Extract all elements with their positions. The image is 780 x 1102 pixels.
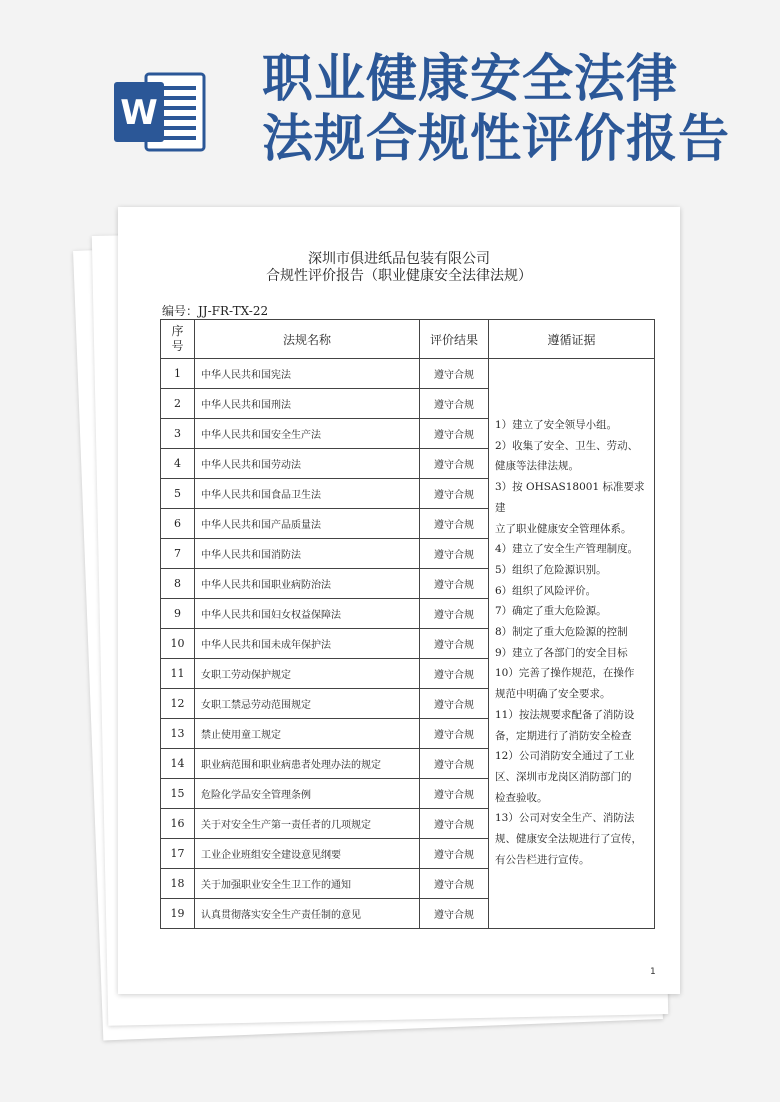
regulation-name: 中华人民共和国劳动法 [195,449,420,479]
word-icon-letter: W [120,93,158,133]
row-number: 3 [161,419,195,449]
row-number: 16 [161,809,195,839]
evidence-line: 规范中明确了安全要求。 [495,688,611,701]
row-number: 5 [161,479,195,509]
regulation-name: 女职工禁忌劳动范围规定 [195,689,420,719]
regulation-table [160,319,655,929]
evaluation-result: 遵守合规 [420,389,489,419]
regulation-name: 工业企业班组安全建设意见纲要 [195,839,420,869]
table-body [161,359,655,929]
header-name: 法规名称 [195,320,420,359]
regulation-name: 女职工劳动保护规定 [195,659,420,689]
evidence-line: 7）确定了重大危险源。 [495,605,607,618]
table-header-row [161,320,655,359]
document-code: 编号：JJ-FR-TX-22 [162,304,269,318]
evidence-line: 规、健康安全法规进行了宣传， [495,833,642,846]
document-page [118,207,680,994]
evidence-line: 2）收集了安全、卫生、劳动、 [495,439,639,452]
compliance-evidence [489,359,655,929]
evaluation-result: 遵守合规 [420,899,489,929]
header-number-line-1: 序 [171,324,184,338]
evidence-line: 备，定期进行了消防安全检查 [495,729,632,742]
evaluation-result: 遵守合规 [420,779,489,809]
regulation-name: 中华人民共和国妇女权益保障法 [195,599,420,629]
row-number: 9 [161,599,195,629]
evaluation-result: 遵守合规 [420,629,489,659]
evaluation-result: 遵守合规 [420,569,489,599]
company-name: 深圳市俱进纸品包装有限公司 [308,251,490,267]
header-number [161,320,195,359]
row-number: 17 [161,839,195,869]
evaluation-result: 遵守合规 [420,809,489,839]
row-number: 4 [161,449,195,479]
header-result: 评价结果 [420,320,489,359]
row-number: 2 [161,389,195,419]
evaluation-result: 遵守合规 [420,719,489,749]
regulation-name: 中华人民共和国产品质量法 [195,509,420,539]
row-number: 8 [161,569,195,599]
evaluation-result: 遵守合规 [420,599,489,629]
regulation-name: 认真贯彻落实安全生产责任制的意见 [195,899,420,929]
row-number: 6 [161,509,195,539]
regulation-name: 中华人民共和国职业病防治法 [195,569,420,599]
page-number: 1 [650,967,656,977]
evaluation-result: 遵守合规 [420,359,489,389]
evidence-line: 11）按法规要求配备了消防设 [495,708,635,721]
regulation-name: 中华人民共和国宪法 [195,359,420,389]
banner-title-line-2: 法规合规性评价报告 [262,110,731,169]
row-number: 10 [161,629,195,659]
evaluation-result: 遵守合规 [420,539,489,569]
evaluation-result: 遵守合规 [420,449,489,479]
regulation-name: 中华人民共和国未成年保护法 [195,629,420,659]
regulation-name: 关于加强职业安全生卫工作的通知 [195,869,420,899]
evidence-line: 立了职业健康安全管理体系。 [495,522,632,535]
banner-title [262,50,762,170]
evidence-line: 3）按 OHSAS18001 标准要求建 [495,481,645,514]
evidence-line: 12）公司消防安全通过了工业 [495,750,635,763]
row-number: 1 [161,359,195,389]
evaluation-result: 遵守合规 [420,419,489,449]
header-number-line-2: 号 [171,339,184,353]
evaluation-result: 遵守合规 [420,509,489,539]
evidence-line: 1）建立了安全领导小组。 [495,419,618,431]
evaluation-result: 遵守合规 [420,689,489,719]
row-number: 7 [161,539,195,569]
evidence-line: 13）公司对安全生产、消防法 [495,812,635,825]
row-number: 13 [161,719,195,749]
evaluation-result: 遵守合规 [420,839,489,869]
evidence-line: 8）制定了重大危险源的控制 [495,626,628,639]
header-evidence: 遵循证据 [489,320,655,359]
evidence-line: 区、深圳市龙岗区消防部门的 [495,770,632,783]
regulation-name: 职业病范围和职业病患者处理办法的规定 [195,749,420,779]
table-row [161,359,655,389]
regulation-name: 中华人民共和国消防法 [195,539,420,569]
row-number: 18 [161,869,195,899]
row-number: 15 [161,779,195,809]
banner-title-line-1: 职业健康安全法律 [262,50,679,109]
evidence-line: 检查验收。 [495,791,548,804]
evaluation-result: 遵守合规 [420,869,489,899]
evaluation-result: 遵守合规 [420,749,489,779]
regulation-name: 关于对安全生产第一责任者的几项规定 [195,809,420,839]
row-number: 11 [161,659,195,689]
row-number: 12 [161,689,195,719]
evidence-line: 10）完善了操作规范，在操作 [495,667,635,680]
regulation-name: 中华人民共和国安全生产法 [195,419,420,449]
regulation-name: 危险化学品安全管理条例 [195,779,420,809]
evidence-line: 健康等法律法规。 [495,460,579,473]
evidence-line: 4）建立了安全生产管理制度。 [495,543,639,556]
word-icon [112,68,208,156]
evaluation-result: 遵守合规 [420,659,489,689]
regulation-name: 禁止使用童工规定 [195,719,420,749]
evidence-line: 9）建立了各部门的安全目标 [495,646,628,659]
regulation-name: 中华人民共和国刑法 [195,389,420,419]
evaluation-result: 遵守合规 [420,479,489,509]
row-number: 14 [161,749,195,779]
evidence-line: 6）组织了风险评价。 [495,584,597,597]
regulation-name: 中华人民共和国食品卫生法 [195,479,420,509]
evidence-line: 有公告栏进行宣传。 [495,853,590,866]
evidence-line: 5）组织了危险源识别。 [495,563,607,576]
row-number: 19 [161,899,195,929]
document-title: 合规性评价报告（职业健康安全法律法规） [266,268,532,284]
